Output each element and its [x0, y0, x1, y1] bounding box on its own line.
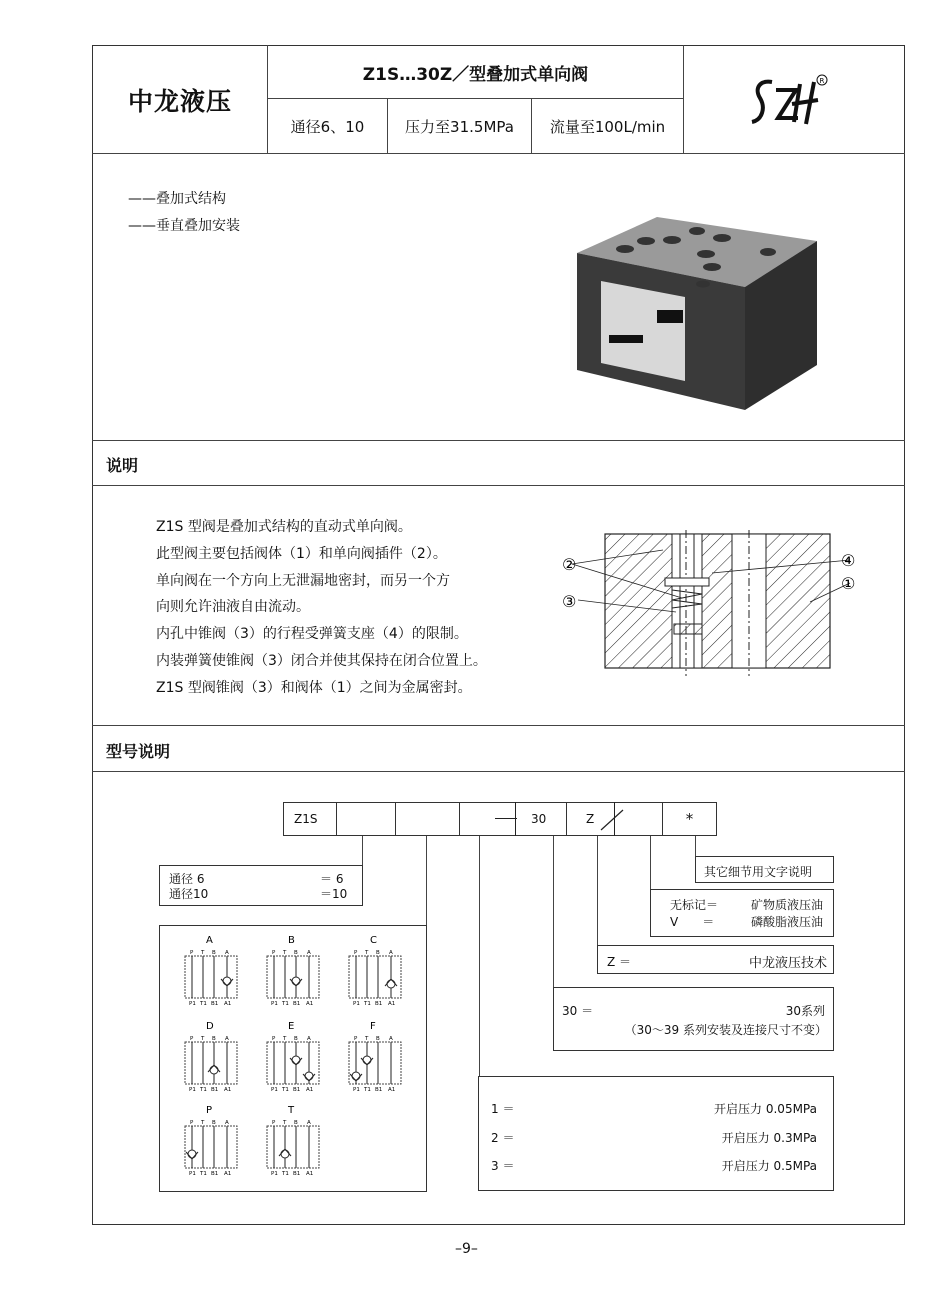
symbol-f — [346, 1018, 406, 1102]
symbol-name: P — [206, 1105, 213, 1116]
port-label: B — [376, 950, 380, 956]
port-label: A1 — [224, 1087, 232, 1093]
code-text: Z — [586, 812, 595, 826]
port-label: B — [212, 950, 216, 956]
feature-item: ——垂直叠加安装 — [128, 218, 240, 234]
tech-box — [597, 945, 834, 974]
series-box — [553, 987, 834, 1051]
port-label: P — [354, 950, 358, 956]
spec-pressure: 压力至31.5MPa — [405, 117, 514, 136]
check-valve-icon — [363, 1056, 371, 1064]
port-label: T1 — [200, 1171, 207, 1177]
port-label: P — [190, 1036, 194, 1042]
port-label: P1 — [189, 1001, 196, 1007]
port-label: T — [365, 1036, 369, 1042]
port-label: T — [365, 950, 369, 956]
symbol-a — [182, 932, 242, 1016]
description-line: 内孔中锥阀（3）的行程受弹簧支座（4）的限制。 — [156, 626, 468, 643]
port-label: T1 — [282, 1171, 289, 1177]
check-valve-icon — [292, 977, 300, 985]
code-cell-symbol — [395, 802, 460, 836]
port-label: P1 — [189, 1171, 196, 1177]
port-label: T1 — [282, 1001, 289, 1007]
callout-1: ① — [841, 574, 856, 593]
port-label: A — [307, 950, 311, 956]
check-valve-icon — [188, 1150, 196, 1158]
szh-logo-icon — [684, 46, 904, 153]
port-label: B1 — [293, 1001, 301, 1007]
description-line: 内装弹簧使锥阀（3）闭合并使其保持在闭合位置上。 — [156, 652, 487, 669]
port-label: A1 — [306, 1171, 314, 1177]
code-text: Z1S — [294, 812, 318, 826]
check-valve-icon — [281, 1150, 289, 1158]
section-title-model: 型号说明 — [106, 742, 171, 761]
code-dash — [495, 818, 517, 819]
callout-2: ② — [562, 555, 577, 574]
pressure-value: 开启压力 0.5MPa — [721, 1159, 817, 1173]
seal-value: 矿物质液压油 — [750, 898, 823, 912]
other-text: 其它细节用文字说明 — [704, 865, 813, 879]
seal-box — [650, 889, 834, 937]
port-label: A — [389, 1036, 393, 1042]
port-label: A1 — [388, 1001, 396, 1007]
check-valve-icon — [305, 1072, 313, 1080]
port-label: P1 — [353, 1001, 360, 1007]
tech-value: 中龙液压技术 — [748, 956, 827, 971]
pressure-label: 2 ＝ — [491, 1131, 515, 1145]
description-line: 此型阀主要包括阀体（1）和单向阀插件（2）。 — [156, 545, 447, 562]
callout-4: ④ — [841, 551, 856, 570]
port-label: A1 — [306, 1001, 314, 1007]
symbol-name: F — [370, 1021, 376, 1032]
code-text: * — [685, 810, 694, 828]
port-label: P — [272, 950, 276, 956]
leader-line — [553, 836, 554, 988]
port-label: A — [307, 1120, 311, 1126]
port-label: T1 — [364, 1001, 371, 1007]
port-label: A1 — [306, 1087, 314, 1093]
leader-line — [597, 836, 598, 946]
company-name: 中龙液压 — [127, 86, 232, 116]
port-label: T1 — [200, 1087, 207, 1093]
port-label: T — [283, 950, 287, 956]
section-divider — [92, 771, 905, 772]
description-line: 向则允许油液自由流动。 — [156, 599, 310, 616]
leader-line — [479, 836, 480, 1076]
symbol-name: T — [288, 1105, 295, 1116]
port-label: P — [272, 1120, 276, 1126]
size-box — [159, 865, 363, 906]
page-number: –9– — [455, 1241, 478, 1257]
port-label: B — [294, 1120, 298, 1126]
valve-section-diagram — [560, 528, 870, 678]
check-valve-icon — [223, 977, 231, 985]
series-note: （30～39 系列安装及连接尺寸不变） — [624, 1023, 827, 1037]
check-valve-icon — [210, 1066, 218, 1074]
pressure-value: 开启压力 0.3MPa — [721, 1131, 817, 1145]
symbol-e — [264, 1018, 324, 1102]
symbol-b — [264, 932, 324, 1016]
port-label: B1 — [211, 1001, 219, 1007]
port-label: B1 — [375, 1087, 383, 1093]
description-line: Z1S 型阀是叠加式结构的直动式单向阀。 — [156, 519, 412, 535]
port-label: A — [225, 950, 229, 956]
check-valve-icon — [352, 1072, 360, 1080]
callout-3: ③ — [562, 592, 577, 611]
size-value: ＝10 — [320, 887, 348, 901]
leader-line — [426, 836, 427, 926]
section-divider — [92, 725, 905, 726]
symbol-name: A — [206, 935, 213, 946]
port-label: T — [201, 1036, 205, 1042]
spec-size: 通径6、10 — [290, 117, 365, 136]
product-photo — [565, 205, 825, 415]
port-label: B1 — [375, 1001, 383, 1007]
leader-line — [362, 836, 363, 866]
tech-label: Z ＝ — [607, 955, 632, 969]
port-label: A — [307, 1036, 311, 1042]
port-label: B1 — [211, 1087, 219, 1093]
port-label: T1 — [282, 1087, 289, 1093]
series-label: 30 ＝ — [562, 1004, 594, 1018]
port-label: B — [294, 950, 298, 956]
port-label: T — [283, 1120, 287, 1126]
port-label: T — [201, 950, 205, 956]
code-cell-series — [283, 802, 337, 836]
description-line: 单向阀在一个方向上无泄漏地密封，而另一个方 — [156, 572, 450, 589]
port-label: A1 — [224, 1171, 232, 1177]
size-label: 通径10 — [169, 887, 209, 901]
port-label: B1 — [293, 1171, 301, 1177]
leader-line — [695, 836, 696, 856]
port-label: P1 — [271, 1001, 278, 1007]
code-text: 30 — [531, 812, 547, 826]
port-label: A — [389, 950, 393, 956]
pressure-box — [478, 1076, 834, 1191]
code-cell-tech — [566, 802, 663, 836]
port-label: A1 — [224, 1001, 232, 1007]
size-label: 通径 6 — [169, 872, 205, 886]
seal-value: 磷酸脂液压油 — [750, 915, 823, 929]
pressure-value: 开启压力 0.05MPa — [714, 1102, 817, 1116]
port-label: P — [190, 950, 194, 956]
code-cell-size — [336, 802, 396, 836]
seal-label: 无标记＝ — [670, 898, 719, 912]
port-label: P1 — [353, 1087, 360, 1093]
size-value: ＝ 6 — [320, 872, 344, 886]
brand-logo — [684, 46, 904, 153]
port-label: P1 — [271, 1171, 278, 1177]
description-text — [156, 514, 487, 702]
port-label: A — [225, 1120, 229, 1126]
symbol-name: E — [288, 1021, 295, 1032]
other-box — [695, 856, 834, 883]
port-label: B — [212, 1036, 216, 1042]
port-label: B1 — [211, 1171, 219, 1177]
port-label: B — [294, 1036, 298, 1042]
symbol-t — [264, 1102, 324, 1186]
symbol-c — [346, 932, 406, 1016]
port-label: P1 — [271, 1087, 278, 1093]
code-cell-other — [662, 802, 717, 836]
port-label: P — [272, 1036, 276, 1042]
symbol-name: C — [370, 935, 377, 946]
port-label: P — [190, 1120, 194, 1126]
section-title-description: 说明 — [106, 456, 139, 475]
port-label: P1 — [189, 1087, 196, 1093]
port-label: T — [201, 1120, 205, 1126]
feature-item: ——叠加式结构 — [128, 191, 226, 207]
port-label: A — [225, 1036, 229, 1042]
port-label: T — [283, 1036, 287, 1042]
symbol-name: B — [288, 935, 295, 946]
product-title: Z1S…30Z／型叠加式单向阀 — [362, 64, 589, 85]
slash-icon — [599, 808, 629, 832]
port-label: P — [354, 1036, 358, 1042]
leader-line — [650, 836, 651, 890]
svg-text:R: R — [819, 77, 825, 85]
pressure-label: 3 ＝ — [491, 1159, 515, 1173]
pressure-label: 1 ＝ — [491, 1102, 515, 1116]
check-valve-icon — [292, 1056, 300, 1064]
code-cell-pressure — [459, 802, 567, 836]
check-valve-icon — [387, 980, 395, 988]
header-divider — [92, 153, 905, 154]
section-divider — [92, 440, 905, 441]
port-label: B — [212, 1120, 216, 1126]
description-line: Z1S 型阀锥阀（3）和阀体（1）之间为金属密封。 — [156, 679, 472, 696]
symbol-name: D — [206, 1021, 214, 1032]
series-value: 30系列 — [785, 1004, 825, 1018]
port-label: B1 — [293, 1087, 301, 1093]
seal-label: V ＝ — [670, 915, 715, 929]
spec-flow: 流量至100L/min — [549, 117, 666, 136]
symbol-d — [182, 1018, 242, 1102]
port-label: T1 — [364, 1087, 371, 1093]
symbol-p — [182, 1102, 242, 1186]
port-label: B — [376, 1036, 380, 1042]
code-separator — [515, 802, 516, 836]
section-divider — [92, 485, 905, 486]
symbols-box — [159, 925, 427, 1192]
port-label: A1 — [388, 1087, 396, 1093]
port-label: T1 — [200, 1001, 207, 1007]
